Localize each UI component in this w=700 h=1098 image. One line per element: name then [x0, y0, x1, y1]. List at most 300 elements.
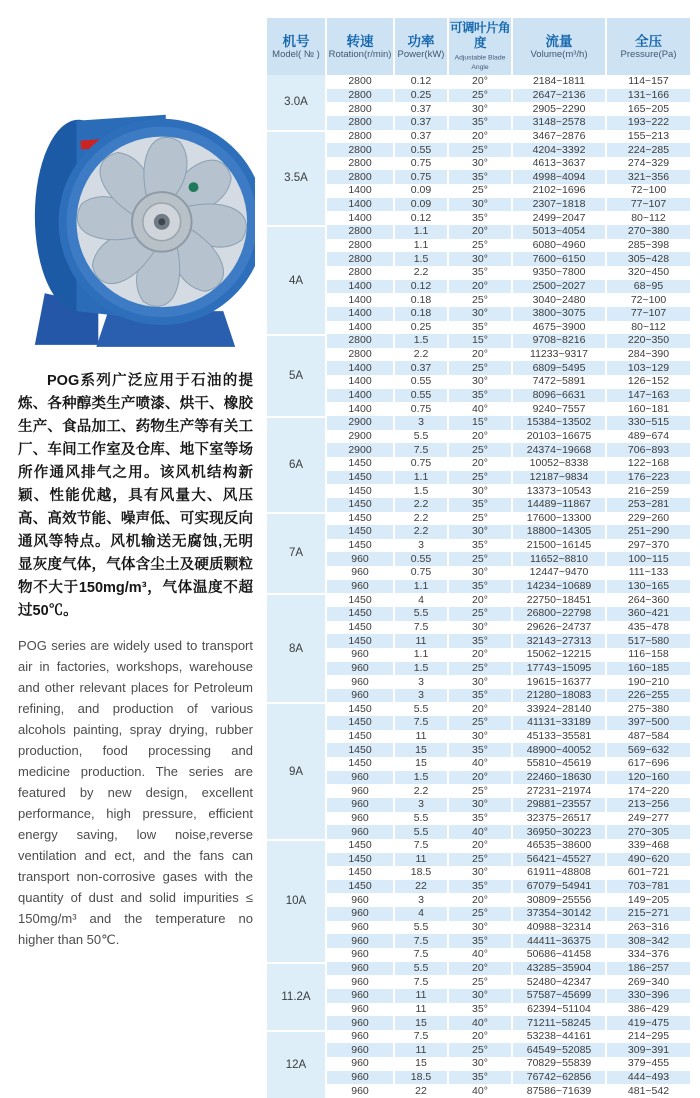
table-cell: 30°	[449, 525, 513, 539]
table-cell: 1450	[327, 880, 395, 894]
column-header-en: Rotation(r/min)	[328, 49, 392, 60]
table-cell: 35°	[449, 389, 513, 403]
table-cell: 1400	[327, 321, 395, 335]
table-cell: 2.2	[395, 525, 449, 539]
table-cell: 481~542	[627, 1084, 670, 1097]
table-cell: 126~152	[627, 375, 670, 388]
table-row	[267, 443, 690, 457]
spec-table-container	[267, 18, 690, 1097]
table-cell: 4998~4094	[513, 170, 607, 184]
table-cell: 35°	[449, 116, 513, 130]
table-cell: 308~342	[607, 934, 690, 948]
table-cell: 20°	[449, 962, 513, 976]
table-cell: 21280~18083	[513, 689, 607, 703]
table-cell: 960	[327, 962, 395, 976]
table-cell: 48900~40052	[513, 743, 607, 757]
table-cell: 9240~7557	[513, 402, 607, 416]
table-row	[267, 1043, 690, 1057]
product-intro-english: POG series are widely used to transport air in factories, workshops, warehouse and other relevant places for Petroleum refining, and production of various alcohols painting, spray drying, rubber production, food processing and medicine production. The series are featured by new design, excellent performance, high pressure, efficient energy saving, low noise,reverse ventilation and ect, and the fans can transport non-corrosive gases with the quantity of dust and solid impurities ≤ 150mg/m³ and the temperature no higher than 50℃.	[18, 638, 253, 947]
table-cell: 7.5	[395, 948, 449, 962]
table-cell: 0.37	[395, 102, 449, 116]
table-cell: 0.75	[395, 457, 449, 471]
table-row	[267, 211, 690, 225]
table-row	[267, 757, 690, 771]
table-cell: 489~674	[627, 429, 670, 442]
table-cell: 1450	[327, 853, 395, 867]
table-cell: 40°	[449, 402, 513, 416]
table-row	[267, 1030, 690, 1044]
table-cell: 960	[327, 648, 395, 662]
table-cell: 1400	[327, 198, 395, 212]
table-row	[267, 1084, 690, 1098]
table-cell: 22460~18630	[513, 771, 607, 785]
column-header-1	[327, 18, 395, 75]
table-cell: 0.18	[395, 307, 449, 321]
model-cell-10A: 10A	[267, 839, 327, 962]
table-cell: 193~222	[607, 116, 690, 130]
table-cell: 269~340	[627, 975, 670, 988]
table-row	[267, 634, 690, 648]
table-cell: 5.5	[395, 962, 449, 976]
left-panel	[0, 0, 267, 1076]
table-cell: 32143~27313	[513, 634, 607, 648]
model-cell-5A: 5A	[267, 334, 327, 416]
table-cell: 9350~7800	[513, 266, 607, 280]
table-cell: 960	[327, 689, 395, 703]
table-cell: 1450	[327, 607, 395, 621]
table-cell: 25°	[449, 662, 513, 676]
table-cell: 419~475	[607, 1016, 690, 1030]
table-cell: 18.5	[395, 1071, 449, 1085]
table-cell: 960	[327, 566, 395, 580]
table-cell: 215~271	[607, 907, 690, 921]
table-cell: 35°	[449, 812, 513, 826]
table-cell: 25°	[449, 512, 513, 526]
table-cell: 15384~13502	[513, 416, 607, 430]
table-cell: 2800	[327, 143, 395, 157]
table-cell: 130~165	[607, 580, 690, 594]
table-row	[267, 89, 690, 103]
table-cell: 1.1	[395, 239, 449, 253]
table-row	[267, 143, 690, 157]
table-cell: 20°	[449, 457, 513, 471]
table-cell: 160~185	[607, 662, 690, 676]
table-cell: 1450	[327, 498, 395, 512]
column-header-2	[395, 18, 449, 75]
table-cell: 17743~15095	[513, 662, 607, 676]
table-row	[267, 170, 690, 184]
table-cell: 26800~22798	[513, 607, 607, 621]
table-cell: 19615~16377	[513, 675, 607, 689]
table-cell: 32375~26517	[513, 812, 607, 826]
table-cell: 64549~52085	[513, 1043, 607, 1057]
table-cell: 0.12	[395, 75, 449, 89]
table-cell: 25°	[449, 716, 513, 730]
table-cell: 160~181	[627, 402, 670, 415]
table-cell: 147~163	[607, 389, 690, 403]
table-cell: 116~158	[628, 648, 669, 661]
table-cell: 25°	[449, 552, 513, 566]
table-cell: 30°	[449, 989, 513, 1003]
table-cell: 15	[395, 1016, 449, 1030]
table-cell: 11	[395, 730, 449, 744]
table-cell: 2307~1818	[513, 198, 607, 212]
table-cell: 309~391	[607, 1043, 690, 1057]
column-header-en: Model( № )	[272, 49, 320, 60]
table-cell: 1450	[327, 839, 395, 853]
table-cell: 3	[395, 893, 449, 907]
table-row	[267, 784, 690, 798]
table-cell: 960	[327, 825, 395, 839]
table-cell: 21500~16145	[513, 539, 607, 553]
column-header-zh: 全压	[635, 34, 662, 49]
table-cell: 1450	[327, 593, 395, 607]
table-cell: 30°	[449, 307, 513, 321]
table-cell: 72~100	[630, 184, 667, 197]
table-cell: 2.2	[395, 498, 449, 512]
table-cell: 30°	[449, 252, 513, 266]
table-cell: 1.5	[395, 771, 449, 785]
table-cell: 103~129	[607, 361, 690, 375]
table-row	[267, 866, 690, 880]
table-cell: 35°	[449, 1071, 513, 1085]
table-cell: 274~329	[627, 157, 670, 170]
table-cell: 4	[395, 593, 449, 607]
table-cell: 30°	[449, 198, 513, 212]
table-cell: 14234~10689	[513, 580, 607, 594]
table-row	[267, 580, 690, 594]
table-cell: 1450	[327, 757, 395, 771]
table-cell: 35°	[449, 934, 513, 948]
table-row	[267, 307, 690, 321]
table-cell: 35°	[449, 539, 513, 553]
table-cell: 0.55	[395, 143, 449, 157]
table-row	[267, 662, 690, 676]
table-cell: 960	[327, 948, 395, 962]
table-cell: 1450	[327, 743, 395, 757]
table-cell: 25°	[449, 239, 513, 253]
table-cell: 2900	[327, 430, 395, 444]
table-cell: 6080~4960	[513, 239, 607, 253]
table-cell: 1.1	[395, 225, 449, 239]
table-cell: 11	[395, 1003, 449, 1017]
table-row	[267, 948, 690, 962]
table-cell: 11	[395, 989, 449, 1003]
table-cell: 0.37	[395, 361, 449, 375]
table-cell: 120~160	[607, 771, 690, 785]
table-cell: 20°	[449, 593, 513, 607]
table-row	[267, 471, 690, 485]
table-cell: 25°	[449, 975, 513, 989]
spec-table	[267, 18, 690, 1098]
table-cell: 3148~2578	[513, 116, 607, 130]
table-row	[267, 1003, 690, 1017]
column-header-4	[513, 18, 607, 75]
table-cell: 264~360	[627, 593, 670, 606]
table-cell: 30°	[449, 566, 513, 580]
table-cell: 0.75	[395, 170, 449, 184]
table-cell: 25°	[449, 471, 513, 485]
table-cell: 5.5	[395, 702, 449, 716]
table-row	[267, 607, 690, 621]
table-cell: 7600~6150	[513, 252, 607, 266]
model-cell-8A: 8A	[267, 593, 327, 702]
table-cell: 1450	[327, 702, 395, 716]
table-cell: 15°	[449, 416, 513, 430]
table-cell: 20°	[449, 1030, 513, 1044]
table-row	[267, 1016, 690, 1030]
table-row	[267, 157, 690, 171]
model-cell-9A: 9A	[267, 702, 327, 838]
table-cell: 62394~51104	[513, 1003, 607, 1017]
table-cell: 15	[395, 1057, 449, 1071]
table-cell: 251~290	[607, 525, 690, 539]
table-cell: 2500~2027	[513, 280, 607, 294]
table-cell: 7.5	[395, 1030, 449, 1044]
table-row	[267, 293, 690, 307]
table-cell: 3	[395, 798, 449, 812]
table-row	[267, 593, 690, 607]
table-cell: 27231~21974	[513, 784, 607, 798]
table-cell: 35°	[449, 689, 513, 703]
table-cell: 18.5	[395, 866, 449, 880]
table-cell: 20°	[449, 348, 513, 362]
table-cell: 517~580	[607, 634, 690, 648]
table-cell: 4613~3637	[513, 157, 607, 171]
table-cell: 334~376	[627, 948, 670, 961]
table-cell: 15	[395, 757, 449, 771]
table-row	[267, 375, 690, 389]
table-cell: 3040~2480	[513, 293, 607, 307]
table-cell: 960	[327, 893, 395, 907]
table-cell: 22	[395, 880, 449, 894]
table-cell: 435~478	[627, 620, 670, 633]
table-cell: 114~157	[628, 75, 669, 88]
table-row	[267, 648, 690, 662]
table-cell: 960	[327, 784, 395, 798]
table-cell: 220~350	[607, 334, 690, 348]
table-cell: 174~220	[627, 784, 670, 797]
table-cell: 960	[327, 798, 395, 812]
table-cell: 25°	[449, 607, 513, 621]
table-cell: 9708~8216	[513, 334, 607, 348]
table-cell: 960	[327, 921, 395, 935]
table-cell: 2647~2136	[513, 89, 607, 103]
table-cell: 1.1	[395, 648, 449, 662]
table-cell: 176~223	[607, 471, 690, 485]
table-row	[267, 730, 690, 744]
table-cell: 20°	[449, 648, 513, 662]
table-cell: 7.5	[395, 934, 449, 948]
table-cell: 186~257	[607, 962, 690, 976]
table-cell: 25°	[449, 293, 513, 307]
table-cell: 55810~45619	[513, 757, 607, 771]
table-cell: 77~107	[607, 198, 690, 212]
table-cell: 41131~33189	[513, 716, 607, 730]
table-row	[267, 962, 690, 976]
table-cell: 4	[395, 907, 449, 921]
column-header-zh: 转速	[346, 34, 374, 49]
table-cell: 2.2	[395, 512, 449, 526]
table-cell: 1450	[327, 716, 395, 730]
table-cell: 29881~23557	[513, 798, 607, 812]
table-cell: 35°	[449, 634, 513, 648]
table-row	[267, 75, 690, 89]
table-cell: 2800	[327, 348, 395, 362]
table-cell: 960	[327, 675, 395, 689]
table-cell: 0.75	[395, 157, 449, 171]
table-cell: 960	[327, 771, 395, 785]
table-cell: 30°	[449, 157, 513, 171]
table-cell: 224~285	[607, 143, 690, 157]
table-cell: 1.5	[395, 662, 449, 676]
table-cell: 2499~2047	[513, 211, 607, 225]
table-cell: 1.1	[395, 471, 449, 485]
table-cell: 2800	[327, 130, 395, 144]
table-cell: 30°	[449, 730, 513, 744]
table-row	[267, 934, 690, 948]
table-cell: 2800	[327, 225, 395, 239]
table-cell: 960	[327, 934, 395, 948]
table-cell: 1.1	[395, 580, 449, 594]
table-cell: 216~259	[627, 484, 670, 497]
table-cell: 11	[395, 1043, 449, 1057]
table-cell: 1450	[327, 525, 395, 539]
table-cell: 131~166	[607, 89, 690, 103]
column-header-en: Volume(m³/h)	[530, 49, 588, 60]
table-cell: 229~260	[627, 511, 670, 524]
table-cell: 0.37	[395, 130, 449, 144]
table-cell: 11	[395, 634, 449, 648]
table-cell: 0.55	[395, 389, 449, 403]
table-cell: 960	[327, 907, 395, 921]
table-cell: 444~493	[607, 1071, 690, 1085]
table-cell: 226~255	[607, 689, 690, 703]
table-row	[267, 989, 690, 1003]
table-cell: 33924~28140	[513, 702, 607, 716]
table-cell: 569~632	[607, 743, 690, 757]
table-cell: 2800	[327, 334, 395, 348]
table-cell: 20°	[449, 130, 513, 144]
table-cell: 320~450	[627, 266, 670, 279]
column-header-zh: 机号	[282, 34, 310, 49]
table-cell: 24374~19668	[513, 443, 607, 457]
table-cell: 20103~16675	[513, 430, 607, 444]
table-cell: 617~696	[627, 757, 670, 770]
table-cell: 1450	[327, 866, 395, 880]
table-cell: 0.25	[395, 321, 449, 335]
table-cell: 25°	[449, 143, 513, 157]
table-cell: 68~95	[607, 280, 690, 294]
table-cell: 960	[327, 1057, 395, 1071]
table-row	[267, 812, 690, 826]
table-cell: 1400	[327, 375, 395, 389]
table-cell: 70829~55839	[513, 1057, 607, 1071]
table-cell: 2.2	[395, 784, 449, 798]
table-cell: 15062~12215	[513, 648, 607, 662]
table-row	[267, 430, 690, 444]
table-cell: 960	[327, 662, 395, 676]
table-cell: 1450	[327, 471, 395, 485]
table-row	[267, 539, 690, 553]
table-cell: 20°	[449, 225, 513, 239]
table-row	[267, 184, 690, 198]
table-cell: 18800~14305	[513, 525, 607, 539]
table-cell: 40988~32314	[513, 921, 607, 935]
table-cell: 1.5	[395, 334, 449, 348]
fan-product-image	[17, 56, 255, 356]
table-cell: 0.25	[395, 89, 449, 103]
table-cell: 111~133	[628, 566, 669, 579]
table-row	[267, 825, 690, 839]
table-row	[267, 893, 690, 907]
table-cell: 0.09	[395, 198, 449, 212]
table-cell: 20°	[449, 839, 513, 853]
model-cell-4A: 4A	[267, 225, 327, 334]
table-cell: 12187~9834	[513, 471, 607, 485]
model-cell-11.2A: 11.2A	[267, 962, 327, 1030]
table-cell: 2102~1696	[513, 184, 607, 198]
table-cell: 1400	[327, 402, 395, 416]
table-cell: 330~396	[607, 989, 690, 1003]
table-cell: 122~168	[627, 457, 670, 470]
fan-hub-bolt	[158, 218, 165, 225]
table-cell: 30°	[449, 921, 513, 935]
column-header-en: Power(kW)	[397, 49, 445, 60]
table-cell: 0.12	[395, 211, 449, 225]
table-row	[267, 771, 690, 785]
table-cell: 5.5	[395, 921, 449, 935]
table-cell: 165~205	[627, 102, 670, 115]
table-cell: 53238~44161	[513, 1030, 607, 1044]
table-cell: 3800~3075	[513, 307, 607, 321]
table-cell: 1.5	[395, 484, 449, 498]
table-cell: 40°	[449, 825, 513, 839]
table-cell: 190~210	[627, 675, 670, 688]
table-cell: 285~398	[627, 239, 670, 251]
table-cell: 2800	[327, 157, 395, 171]
table-cell: 490~620	[607, 853, 690, 867]
table-cell: 1450	[327, 634, 395, 648]
table-cell: 50686~41458	[513, 948, 607, 962]
table-cell: 40°	[449, 1084, 513, 1098]
table-cell: 30°	[449, 375, 513, 389]
table-cell: 0.18	[395, 293, 449, 307]
table-cell: 15°	[449, 334, 513, 348]
table-cell: 0.55	[395, 552, 449, 566]
table-cell: 20°	[449, 702, 513, 716]
table-cell: 30°	[449, 484, 513, 498]
table-cell: 0.75	[395, 402, 449, 416]
table-cell: 37354~30142	[513, 907, 607, 921]
table-row	[267, 621, 690, 635]
table-cell: 43285~35904	[513, 962, 607, 976]
table-cell: 7.5	[395, 839, 449, 853]
table-cell: 100~115	[607, 552, 690, 566]
table-row	[267, 921, 690, 935]
table-cell: 2800	[327, 102, 395, 116]
table-cell: 703~781	[607, 880, 690, 894]
table-cell: 30°	[449, 866, 513, 880]
table-cell: 44411~36375	[513, 934, 607, 948]
table-cell: 249~277	[627, 811, 670, 824]
model-cell-6A: 6A	[267, 416, 327, 511]
table-cell: 14489~11867	[513, 498, 607, 512]
table-cell: 5013~4054	[513, 225, 607, 239]
table-cell: 20°	[449, 280, 513, 294]
table-cell: 1450	[327, 730, 395, 744]
table-row	[267, 839, 690, 853]
